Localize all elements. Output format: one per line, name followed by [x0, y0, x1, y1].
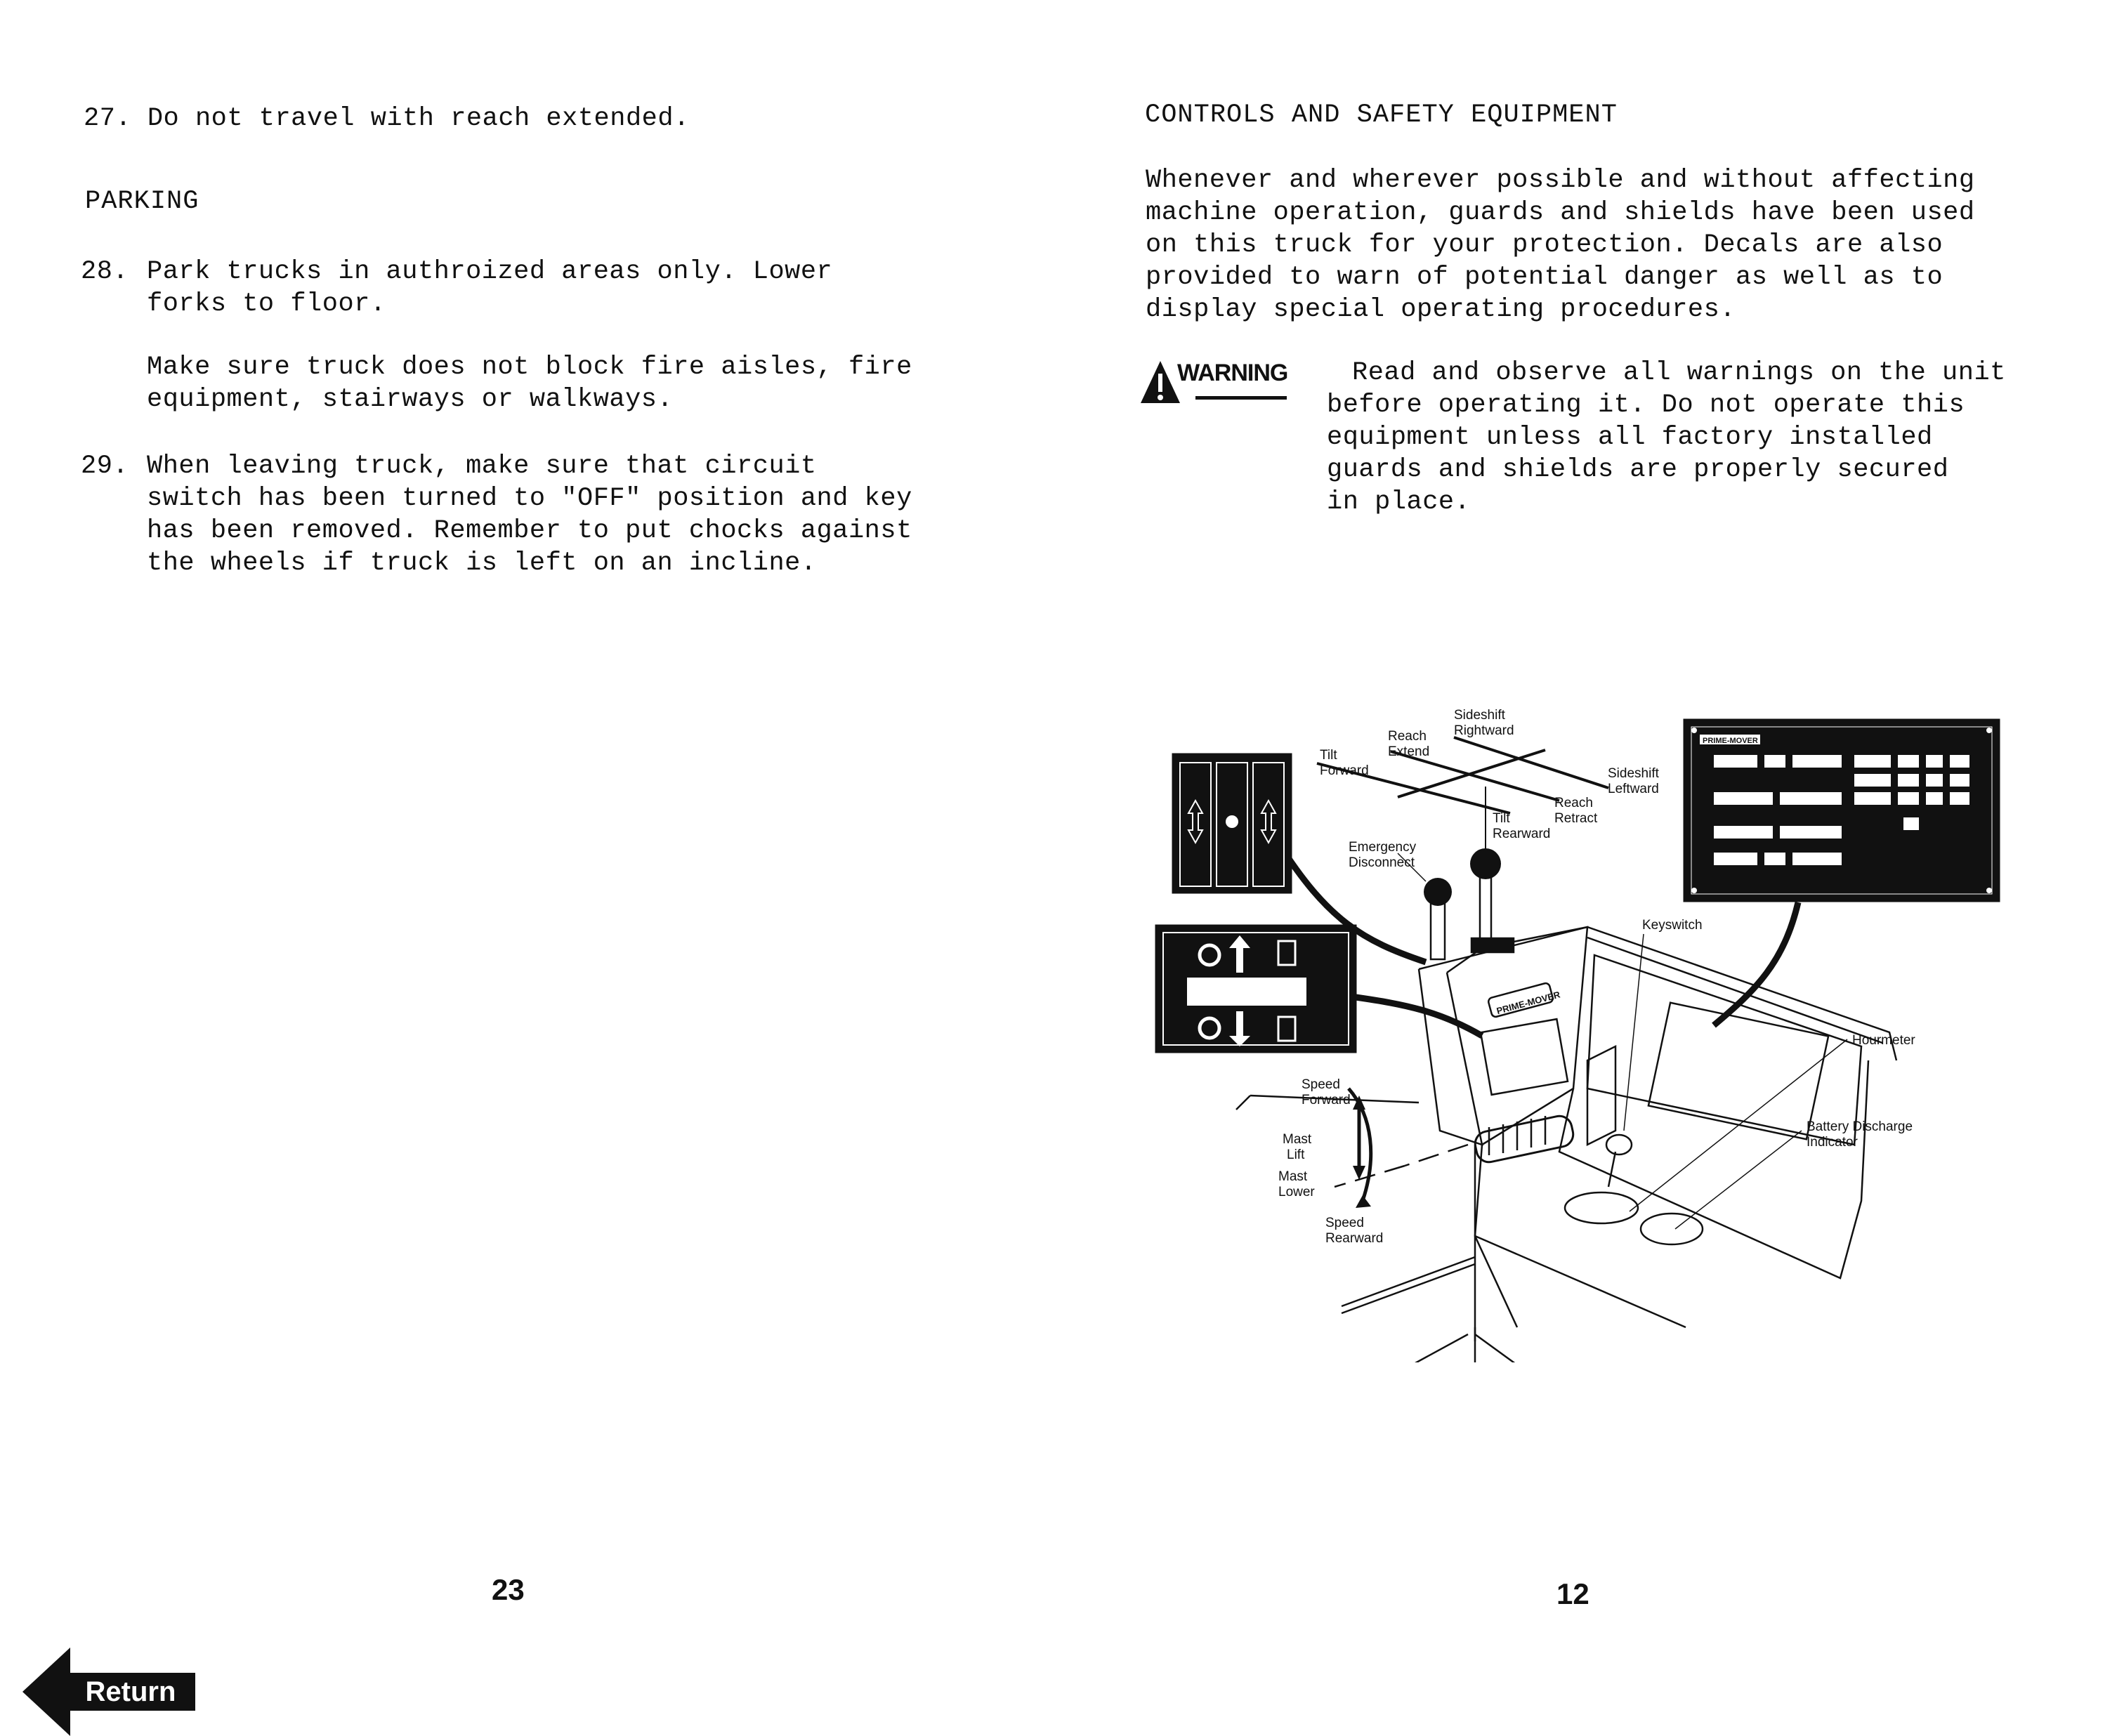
section-heading: CONTROLS AND SAFETY EQUIPMENT — [1145, 100, 1618, 130]
text-line: has been removed. Remember to put chocks against — [147, 516, 912, 546]
travel-lift-decal — [1156, 926, 1356, 1052]
text-line: provided to warn of potential danger as well as to — [1146, 263, 1943, 292]
console-brand: PRIME-MOVER — [1495, 989, 1561, 1017]
label-battery-discharge: Battery Discharge — [1807, 1119, 1913, 1134]
label-sideshift-rightward: Sideshift — [1454, 708, 1505, 723]
text-line: guards and shields are properly secured — [1327, 455, 1949, 485]
text-line: Make sure truck does not block fire aisles, fire — [147, 353, 912, 382]
hydraulic-decal-vertical — [1173, 754, 1291, 893]
label-speed-forward-2: Forward — [1302, 1093, 1351, 1107]
text-line: on this truck for your protection. Decals are also — [1146, 230, 1943, 260]
label-mast-lift: Mast — [1283, 1132, 1312, 1147]
item-27 — [84, 103, 690, 135]
text-line: equipment unless all factory installed — [1327, 423, 1933, 452]
item-28-text — [147, 256, 832, 320]
label-battery-discharge-2: Indicator — [1807, 1135, 1858, 1150]
joystick-knob — [1470, 848, 1501, 879]
label-tilt-rearward: Tilt — [1493, 811, 1510, 826]
label-speed-rearward-2: Rearward — [1325, 1231, 1384, 1246]
label-keyswitch: Keyswitch — [1642, 918, 1703, 933]
text-line: Read and observe all warnings on the unit — [1352, 358, 2006, 388]
warning-label: WARNING — [1177, 360, 1288, 386]
text-line: When leaving truck, make sure that circuit — [147, 452, 817, 481]
item-text: Do not travel with reach extended. — [147, 104, 690, 133]
item-29-number: 29. — [81, 452, 129, 481]
text-line: before operating it. Do not operate this — [1327, 390, 1965, 420]
label-reach-retract: Reach — [1554, 796, 1593, 810]
page-number-right: 12 — [1556, 1577, 1589, 1610]
item-29-text — [147, 450, 912, 579]
text-line: the wheels if truck is left on an incline. — [147, 548, 817, 578]
label-mast-lower: Mast — [1278, 1169, 1308, 1184]
text-line: Park trucks in authroized areas only. Lower — [147, 257, 833, 287]
label-emergency-disconnect-2: Disconnect — [1349, 855, 1415, 870]
text-line: display special operating procedures. — [1146, 295, 1736, 324]
label-sideshift-leftward-2: Leftward — [1608, 782, 1659, 796]
text-line: switch has been turned to "OFF" position and key — [147, 484, 912, 513]
label-reach-extend: Reach — [1388, 729, 1427, 744]
controls-diagram — [1152, 695, 2009, 1362]
text-line: forks to floor. — [147, 289, 386, 319]
emergency-disconnect-knob — [1424, 878, 1452, 906]
item-28-note — [147, 351, 912, 416]
label-sideshift-leftward: Sideshift — [1608, 766, 1659, 781]
label-reach-extend-2: Extend — [1388, 744, 1430, 759]
text-line: Whenever and wherever possible and without affecting — [1146, 166, 1975, 195]
panel-brand: PRIME-MOVER — [1703, 737, 1758, 745]
label-mast-lower-2: Lower — [1278, 1185, 1315, 1199]
warning-badge — [1139, 360, 1308, 406]
return-button[interactable] — [22, 1648, 198, 1736]
item-28-number: 28. — [81, 257, 129, 287]
label-sideshift-rightward-2: Rightward — [1454, 723, 1514, 738]
label-tilt-forward-2: Forward — [1320, 763, 1369, 778]
item-number: 27. — [84, 104, 132, 133]
label-emergency-disconnect: Emergency — [1349, 840, 1417, 855]
warning-text — [1327, 357, 2006, 518]
label-mast-lift-2: Lift — [1287, 1148, 1305, 1162]
text-line: machine operation, guards and shields have been used — [1146, 198, 1975, 228]
label-tilt-forward: Tilt — [1320, 748, 1337, 763]
label-speed-forward: Speed — [1302, 1077, 1340, 1092]
label-speed-rearward: Speed — [1325, 1216, 1364, 1230]
label-hourmeter: Hourmeter — [1852, 1033, 1915, 1048]
parking-heading: PARKING — [85, 187, 199, 216]
page-number-left: 23 — [492, 1573, 525, 1606]
text-line: equipment, stairways or walkways. — [147, 385, 674, 414]
warning-triangle-icon — [1139, 360, 1181, 406]
warning-underline — [1195, 396, 1287, 400]
label-reach-retract-2: Retract — [1554, 811, 1598, 826]
text-line: in place. — [1327, 487, 1471, 517]
display-panel-decal — [1684, 720, 1999, 901]
return-label: Return — [85, 1676, 176, 1707]
intro-paragraph — [1146, 164, 1975, 326]
label-tilt-rearward-2: Rearward — [1493, 827, 1551, 841]
